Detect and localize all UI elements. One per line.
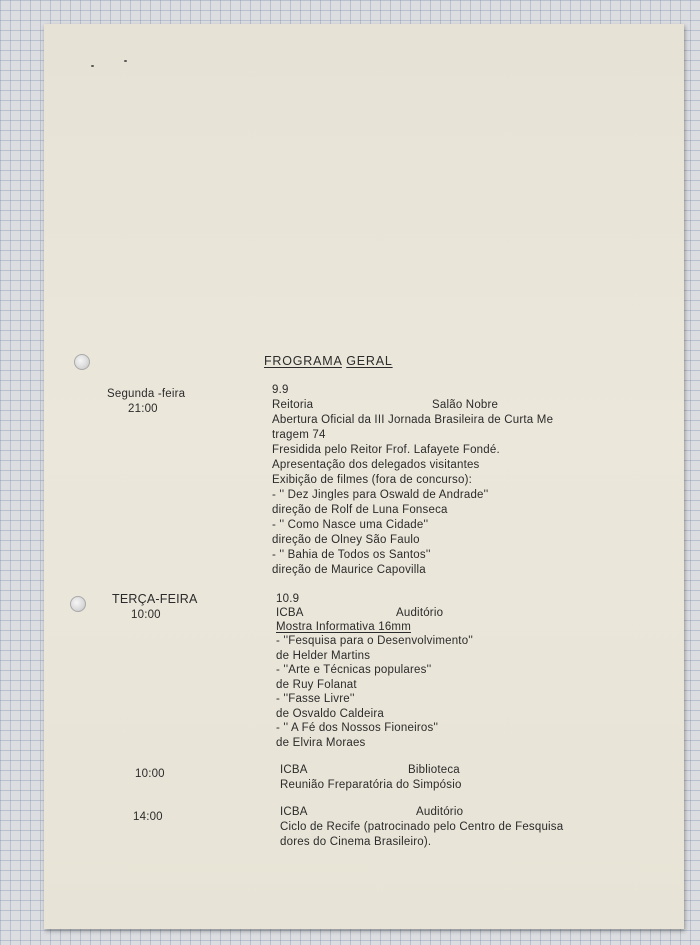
session-2-time: 10:00 (131, 609, 161, 621)
session-4-line: Ciclo de Recife (patrocinado pelo Centro de Fesquisa (280, 821, 564, 833)
punch-hole-upper (74, 354, 90, 370)
punch-hole-lower (70, 596, 86, 612)
title-word-2: GERAL (346, 354, 393, 368)
session-2-line: de Elvira Moraes (276, 737, 366, 749)
session-1-line: Apresentação dos delegados visitantes (272, 459, 480, 471)
session-3-place: ICBA (280, 764, 308, 776)
session-1-line: Abertura Oficial da III Jornada Brasileira de Curta Me (272, 414, 554, 426)
ink-speck (124, 60, 127, 62)
session-4-time: 14:00 (133, 811, 163, 823)
session-1-place: Reitoria (272, 399, 314, 411)
session-1-date: 9.9 (272, 384, 289, 396)
session-3-time: 10:00 (135, 768, 165, 780)
title-word-1: FROGRAMA (264, 354, 342, 368)
session-2-line: - ''Fesquisa para o Desenvolvimento'' (276, 635, 474, 647)
session-1-line: - '' Dez Jingles para Oswald de Andrade'' (272, 489, 489, 501)
ink-speck (91, 65, 94, 67)
session-2-date: 10.9 (276, 593, 300, 605)
session-1-day: Segunda -feira (107, 388, 186, 400)
session-1-line: - '' Bahia de Todos os Santos'' (272, 549, 431, 561)
session-1-line: Fresidida pelo Reitor Frof. Lafayete Fondé. (272, 444, 500, 456)
session-3-line: Reunião Freparatória do Simpósio (280, 779, 462, 791)
session-2-line: de Osvaldo Caldeira (276, 708, 384, 720)
session-2-line: - ''Fasse Livre'' (276, 693, 355, 705)
session-1-line: direção de Olney São Faulo (272, 534, 420, 546)
session-1-time: 21:00 (128, 403, 158, 415)
session-1-line: direção de Rolf de Luna Fonseca (272, 504, 448, 516)
session-1-line: - '' Como Nasce uma Cidade'' (272, 519, 429, 531)
session-2-day: TERÇA-FEIRA (112, 592, 198, 606)
session-4-place: ICBA (280, 806, 308, 818)
session-3-room: Biblioteca (408, 764, 460, 776)
session-2-place: ICBA (276, 607, 304, 619)
session-1-room: Salão Nobre (432, 399, 499, 411)
session-2-line: - ''Arte e Técnicas populares'' (276, 664, 432, 676)
session-2-room: Auditório (396, 607, 444, 619)
session-1-line: direção de Maurice Capovilla (272, 564, 426, 576)
session-1-line: tragem 74 (272, 429, 326, 441)
session-1-line: Exibição de filmes (fora de concurso): (272, 474, 472, 486)
session-4-room: Auditório (416, 806, 464, 818)
session-2-line: de Helder Martins (276, 650, 371, 662)
session-2-line: de Ruy Folanat (276, 679, 357, 691)
program-title (264, 354, 393, 369)
session-4-line: dores do Cinema Brasileiro). (280, 836, 432, 848)
session-2-line: - '' A Fé dos Nossos Fioneiros'' (276, 722, 439, 734)
session-2-heading: Mostra Informativa 16mm (276, 621, 411, 633)
